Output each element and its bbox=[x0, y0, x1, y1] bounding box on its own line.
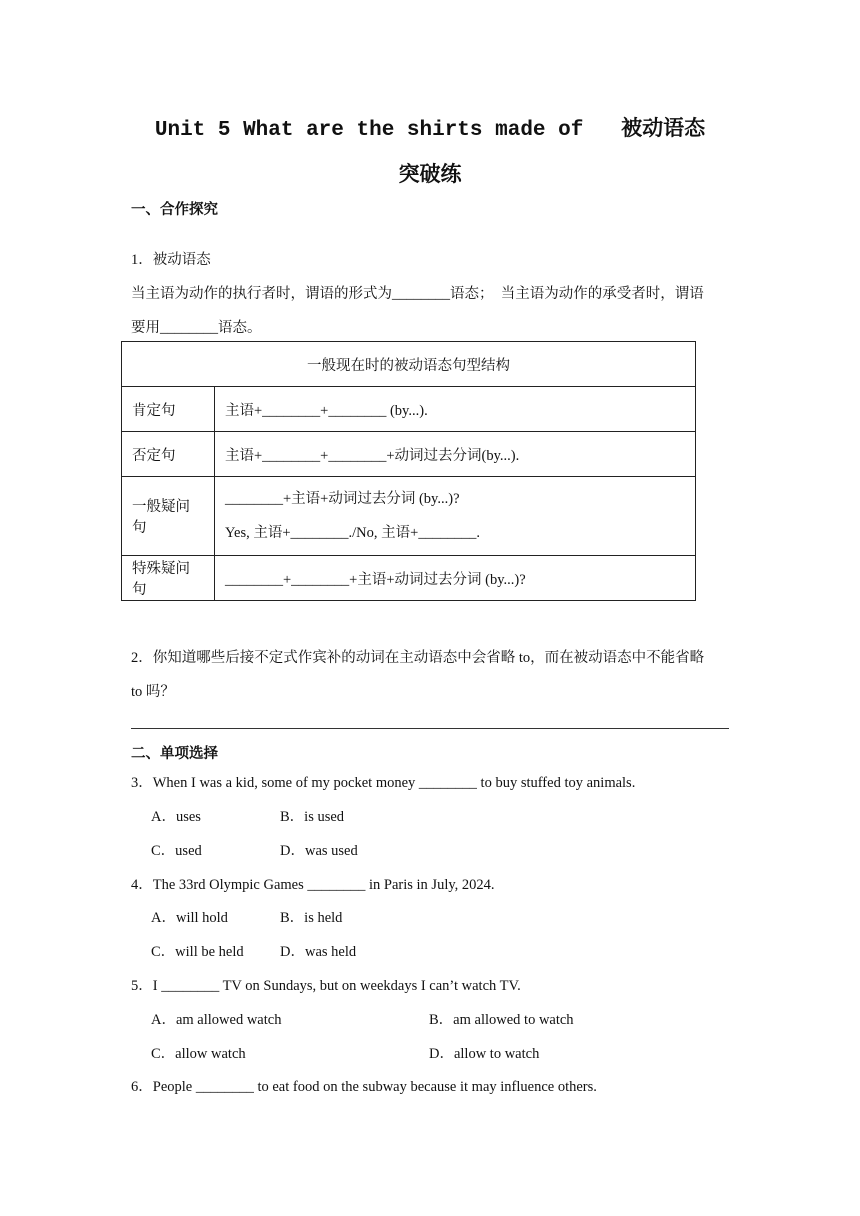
q3-option-d: D．was used bbox=[280, 843, 358, 859]
question-6-stem: 6．People ________ to eat food on the subway because it may influence others. bbox=[131, 1079, 597, 1095]
q4-option-c: C．will be held bbox=[151, 944, 244, 960]
question-4-stem: 4．The 33rd Olympic Games ________ in Paris in July, 2024. bbox=[131, 877, 495, 893]
q1-title: 1．被动语态 bbox=[131, 252, 211, 268]
row-content: ________+________+主语+动词过去分词 (by...)? bbox=[215, 556, 696, 601]
row-label: 肯定句 bbox=[122, 387, 215, 432]
row-content bbox=[215, 477, 696, 556]
q3-option-b: B．is used bbox=[280, 809, 345, 825]
row-content: 主语+________+________+动词过去分词(by...). bbox=[215, 432, 696, 477]
q3-option-c: C．used bbox=[151, 843, 202, 859]
question-5-stem: 5．I ________ TV on Sundays, but on weekdays I can’t watch TV. bbox=[131, 978, 521, 994]
table-row bbox=[122, 477, 696, 556]
row-label: 否定句 bbox=[122, 432, 215, 477]
section-1-heading: 一、合作探究 bbox=[131, 202, 218, 218]
q4-option-a: A．will hold bbox=[151, 910, 228, 926]
q4-option-b: B．is held bbox=[280, 910, 343, 926]
section-2-heading: 二、单项选择 bbox=[131, 746, 218, 762]
table-row bbox=[122, 432, 696, 477]
row-content: 主语+________+________ (by...). bbox=[215, 387, 696, 432]
q3-option-a: A．uses bbox=[151, 809, 201, 825]
table-row bbox=[122, 556, 696, 601]
table-header: 一般现在时的被动语态句型结构 bbox=[122, 342, 696, 387]
q5-option-a: A．am allowed watch bbox=[151, 1012, 282, 1028]
passive-voice-table bbox=[121, 341, 696, 601]
question-3-stem: 3．When I was a kid, some of my pocket money ________ to buy stuffed toy animals. bbox=[131, 775, 636, 791]
q2-text-line-1: 2．你知道哪些后接不定式作宾补的动词在主动语态中会省略 to，而在被动语态中不能省略 bbox=[131, 650, 705, 666]
row-content-line: Yes, 主语+________./No, 主语+________. bbox=[225, 525, 480, 541]
q1-text-line-2: 要用________语态。 bbox=[131, 320, 262, 336]
q4-option-d: D．was held bbox=[280, 944, 357, 960]
table-row bbox=[122, 387, 696, 432]
row-label: 特殊疑问句 bbox=[122, 556, 215, 601]
title-line-1: Unit 5 What are the shirts made of 被动语态 bbox=[154, 119, 706, 142]
q1-text-line-1: 当主语为动作的执行者时，谓语的形式为________语态； 当主语为动作的承受者时，谓语 bbox=[131, 286, 704, 302]
q5-option-d: D．allow to watch bbox=[429, 1046, 540, 1062]
title-line-2: 突破练 bbox=[398, 162, 462, 186]
answer-line bbox=[131, 728, 729, 729]
row-content-line: ________+主语+动词过去分词 (by...)? bbox=[225, 491, 460, 507]
q5-option-c: C．allow watch bbox=[151, 1046, 246, 1062]
q2-text-line-2: to 吗？ bbox=[131, 684, 175, 700]
row-label: 一般疑问句 bbox=[122, 477, 215, 556]
q5-option-b: B．am allowed to watch bbox=[429, 1012, 574, 1028]
